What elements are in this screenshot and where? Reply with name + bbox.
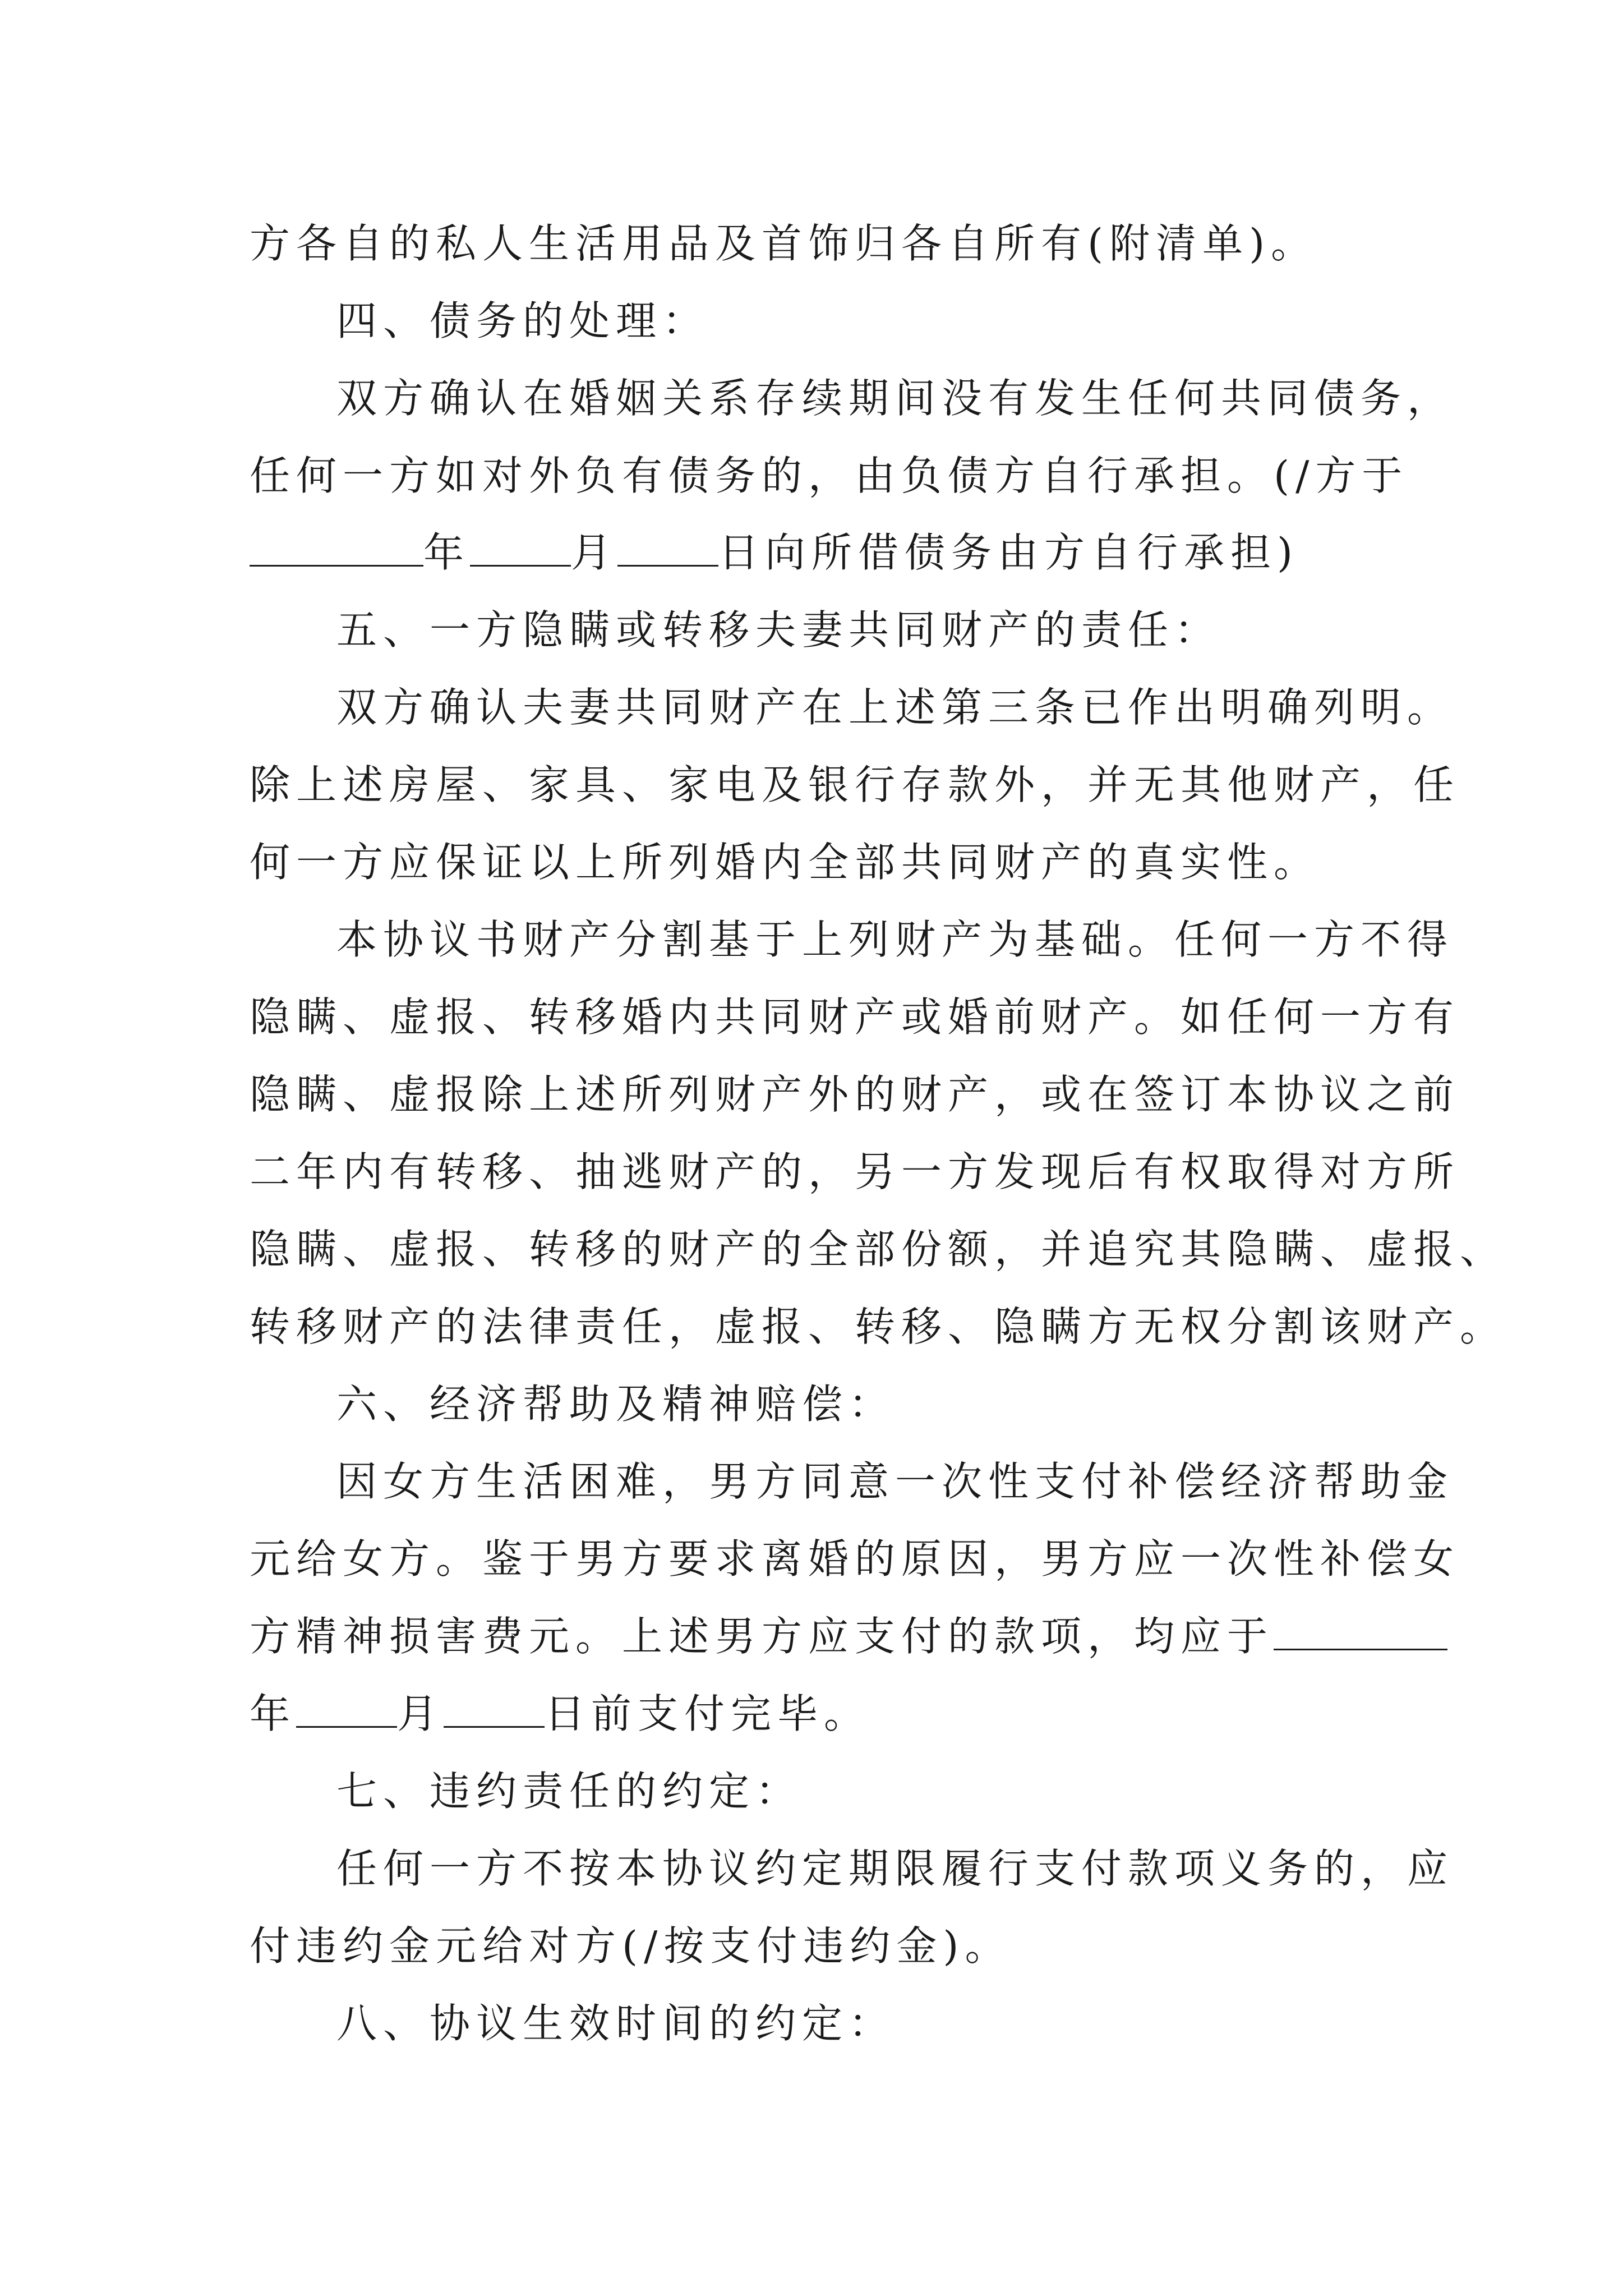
paragraph-line: 二年内有转移、抽逃财产的，另一方发现后有权取得对方所 — [250, 1148, 1460, 1195]
date-line-tail: 日向所借债务由方自行承担) — [718, 529, 1299, 576]
blank-month — [470, 524, 571, 567]
paragraph-line: 双方确认夫妻共同财产在上述第三条已作出明确列明。 — [336, 684, 1454, 731]
paragraph-line: 本协议书财产分割基于上列财产为基础。任何一方不得 — [336, 916, 1454, 963]
paragraph-line: 方各自的私人生活用品及首饰归各自所有(附清单)。 — [250, 220, 1318, 267]
blank-day — [444, 1686, 545, 1728]
year-label: 年 — [250, 1690, 297, 1737]
blank-year — [1274, 1608, 1447, 1650]
paragraph-line — [250, 1608, 1447, 1664]
paragraph-line: 何一方应保证以上所列婚内全部共同财产的真实性。 — [250, 839, 1321, 886]
section-heading-debts: 四、债务的处理： — [336, 297, 709, 344]
paragraph-line: 任何一方如对外负有债务的，由负债方自行承担。(/方于 — [250, 452, 1409, 499]
section-heading-effective-date: 八、协议生效时间的约定： — [336, 2000, 896, 2047]
paragraph-line: 因女方生活困难，男方同意一次性支付补偿经济帮助金 — [336, 1458, 1454, 1505]
paragraph-line: 隐瞒、虚报、转移的财产的全部份额，并追究其隐瞒、虚报、 — [250, 1226, 1507, 1273]
blank-year — [250, 524, 423, 567]
paragraph-line: 元给女方。鉴于男方要求离婚的原因，男方应一次性补偿女 — [250, 1535, 1460, 1582]
blank-month — [296, 1686, 397, 1728]
section-heading-concealment: 五、一方隐瞒或转移夫妻共同财产的责任： — [336, 606, 1221, 654]
paragraph-line: 双方确认在婚姻关系存续期间没有发生任何共同债务， — [336, 375, 1454, 422]
date-line-tail: 日前支付完毕。 — [545, 1690, 871, 1737]
date-fill-line — [250, 524, 1299, 581]
blank-day — [617, 524, 718, 567]
paragraph-line: 转移财产的法律责任，虚报、转移、隐瞒方无权分割该财产。 — [250, 1303, 1507, 1350]
section-heading-breach: 七、违约责任的约定： — [336, 1768, 803, 1815]
paragraph-line: 付违约金元给对方(/按支付违约金)。 — [250, 1922, 1012, 1970]
paragraph-line: 隐瞒、虚报、转移婚内共同财产或婚前财产。如任何一方有 — [250, 993, 1460, 1041]
date-fill-line — [250, 1686, 870, 1742]
month-label: 月 — [397, 1690, 444, 1737]
paragraph-line: 隐瞒、虚报除上述所列财产外的财产，或在签订本协议之前 — [250, 1071, 1460, 1118]
year-label: 年 — [423, 529, 471, 576]
paragraph-line: 除上述房屋、家具、家电及银行存款外，并无其他财产，任 — [250, 761, 1460, 808]
section-heading-compensation: 六、经济帮助及精神赔偿： — [336, 1381, 896, 1428]
paragraph-line: 任何一方不按本协议约定期限履行支付款项义务的，应 — [336, 1845, 1454, 1892]
month-label: 月 — [571, 529, 618, 576]
paragraph-text: 方精神损害费元。上述男方应支付的款项，均应于 — [250, 1613, 1274, 1660]
